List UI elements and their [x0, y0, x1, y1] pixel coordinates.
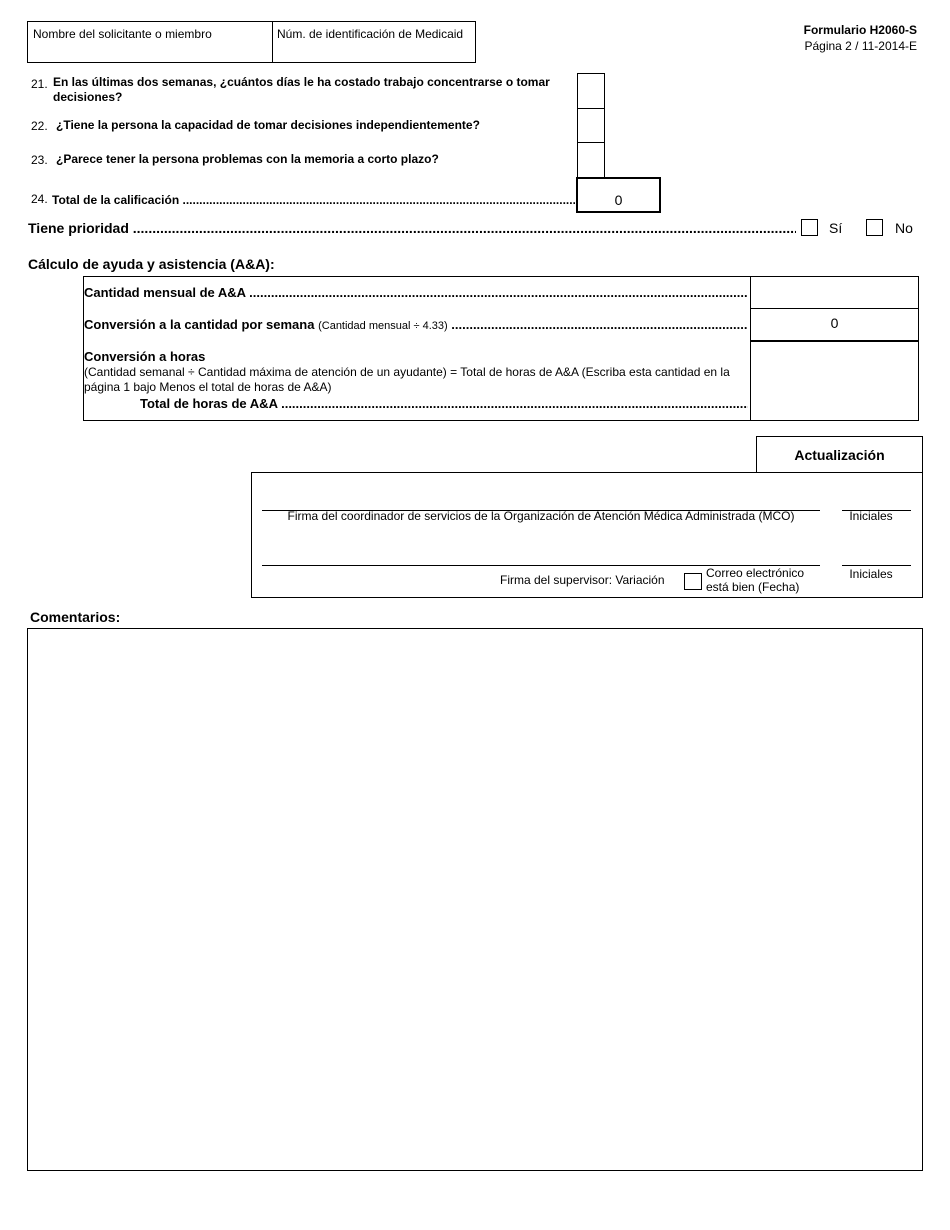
page-info: Página 2 / 11-2014-E	[804, 39, 917, 53]
email-ok-label: Correo electrónico está bien (Fecha)	[706, 566, 805, 594]
question-23-answer-box[interactable]	[577, 142, 605, 178]
aa-monthly-label	[84, 285, 748, 300]
aa-heading: Cálculo de ayuda y asistencia (A&A):	[28, 256, 275, 272]
question-22-text: ¿Tiene la persona la capacidad de tomar decisiones independientemente?	[56, 118, 480, 132]
update-title: Actualización	[794, 447, 885, 463]
aa-weekly-label	[84, 317, 748, 332]
aa-weekly-value: 0	[830, 315, 839, 331]
applicant-name-label: Nombre del solicitante o miembro	[33, 27, 212, 41]
aa-weekly-value-field[interactable]	[751, 309, 918, 340]
question-21-number: 21.	[31, 77, 48, 91]
aa-monthly-value-field[interactable]	[751, 277, 918, 308]
priority-no-checkbox[interactable]	[866, 219, 883, 236]
aa-hours-value-field[interactable]	[751, 342, 918, 420]
medicaid-id-field[interactable]	[272, 21, 476, 63]
supervisor-signature-label: Firma del supervisor: Variación	[500, 573, 665, 587]
priority-yes-checkbox[interactable]	[801, 219, 818, 236]
priority-label-text: Tiene prioridad	[28, 220, 129, 236]
initials-1-label: Iniciales	[849, 509, 893, 523]
initials-2-line[interactable]	[842, 565, 911, 566]
applicant-name-field[interactable]	[27, 21, 273, 63]
question-21-answer-box[interactable]	[577, 73, 605, 109]
question-23-number: 23.	[31, 153, 48, 167]
initials-2-label: Iniciales	[849, 567, 893, 581]
total-label	[52, 193, 575, 207]
total-label-text: Total de la calificación	[52, 193, 180, 207]
email-ok-checkbox[interactable]	[684, 573, 702, 590]
question-22-answer-box[interactable]	[577, 108, 605, 143]
total-score-box[interactable]	[576, 177, 661, 213]
aa-weekly-label-text: Conversión a la cantidad por semana	[84, 317, 315, 332]
question-23-text: ¿Parece tener la persona problemas con la memoria a corto plazo?	[56, 152, 439, 166]
aa-hours-note: (Cantidad semanal ÷ Cantidad máxima de atención de un ayudante) = Total de horas de A&A (Escriba esta cantidad en la página 1 bajo Menos el total de horas de A&A)	[84, 365, 730, 394]
total-score-value: 0	[614, 192, 623, 208]
total-number: 24.	[31, 192, 48, 206]
medicaid-id-label: Núm. de identificación de Medicaid	[277, 27, 464, 41]
mco-signature-label: Firma del coordinador de servicios de la Organización de Atención Médica Administrada (MCO)	[287, 509, 795, 523]
question-21-text: En las últimas dos semanas, ¿cuántos días le ha costado trabajo concentrarse o tomar decisiones?	[53, 75, 550, 104]
question-22-number: 22.	[31, 119, 48, 133]
comments-label: Comentarios:	[30, 609, 121, 625]
aa-hours-total-label-text: Total de horas de A&A	[140, 396, 278, 411]
comments-field[interactable]	[27, 628, 923, 1171]
aa-hours-title: Conversión a horas	[84, 349, 206, 364]
form-number: Formulario H2060-S	[803, 23, 917, 37]
aa-weekly-note: (Cantidad mensual ÷ 4.33)	[318, 320, 448, 332]
aa-monthly-label-text: Cantidad mensual de A&A	[84, 285, 246, 300]
priority-yes-label: Sí	[829, 220, 843, 236]
update-title-box	[756, 436, 923, 473]
aa-hours-total-label	[140, 396, 748, 411]
priority-label	[28, 220, 796, 236]
priority-no-label: No	[895, 220, 913, 236]
